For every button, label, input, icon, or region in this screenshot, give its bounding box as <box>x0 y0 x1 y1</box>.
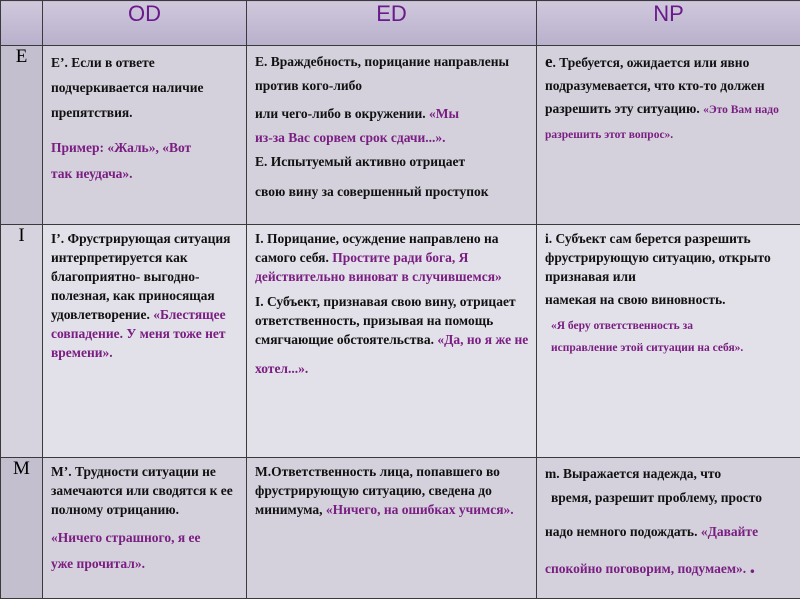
row-label-i: I <box>1 225 43 458</box>
cell-example: хотел...». <box>255 361 309 376</box>
cell-text: M.Ответственность лица, попавшего во фрустрирующую ситуацию, сведена до минимума, <box>255 464 500 517</box>
cell-i-np <box>537 225 800 458</box>
cell-text: M’. Трудности ситуации не замечаются или сводятся к ее полному отрицанию. <box>51 464 233 517</box>
cell-m-od <box>43 458 247 599</box>
cell-e-np <box>537 46 800 225</box>
corner-cell <box>1 1 43 46</box>
cell-text: E’. Если в ответе подчеркивается наличие препятствия. <box>51 55 204 120</box>
cell-text: I. Порицание, осуждение направлено на самого себя. <box>255 231 499 265</box>
cell-text: I’. Фрустрирующая ситуация интерпретируется как благоприятно- выгодно- полезная, как приносящая удовлетворение. <box>51 231 231 322</box>
cell-text: намекая на свою виновность. <box>545 292 726 307</box>
cell-example: «Ничего, на ошибках учимся». <box>325 502 514 517</box>
cell-text: время, разрешит проблему, просто <box>551 490 762 505</box>
row-label-m: M <box>1 458 43 599</box>
header-od: OD <box>43 1 247 46</box>
cell-text: Е. Враждебность, порицание направлены против кого-либо <box>255 54 510 93</box>
cell-example: исправление этой ситуации на себя». <box>551 342 744 354</box>
cell-example: Простите ради бога, Я действительно виноват в случившемся» <box>255 250 502 284</box>
cell-text: m. Выражается надежда, что <box>545 466 722 481</box>
cell-example: «Я беру ответственность за <box>551 320 694 332</box>
cell-text: надо немного подождать. <box>545 524 701 539</box>
cell-lead-letter: е <box>545 52 553 71</box>
cell-example: «Ничего страшного, я ее <box>51 530 201 545</box>
table-row-e <box>1 46 800 225</box>
cell-example: «Давайте <box>700 524 759 539</box>
cell-example: «Мы <box>428 106 460 121</box>
cell-example: так неудача». <box>51 166 133 181</box>
header-ed: ED <box>247 1 537 46</box>
cell-example: «Да, но я же не <box>437 332 529 347</box>
cell-text: свою вину за совершенный проступок <box>255 184 489 199</box>
cell-e-ed <box>247 46 537 225</box>
cell-i-ed <box>247 225 537 458</box>
cell-text: . Требуется, ожидается или явно подразумевается, что кто-то должен разрешить эту ситуацию. <box>545 55 765 116</box>
cell-text: E. Испытуемый активно отрицает <box>255 154 466 169</box>
table-row-m <box>1 458 800 599</box>
cell-example: спокойно поговорим, подумаем». <box>545 561 747 576</box>
table-row-i <box>1 225 800 458</box>
header-np: NP <box>537 1 800 46</box>
cell-i-od <box>43 225 247 458</box>
cell-example: Пример: «Жаль», «Вот <box>51 140 192 155</box>
row-label-e: E <box>1 46 43 225</box>
cell-m-np <box>537 458 800 599</box>
cell-example: «Это Вам надо разрешить этот вопрос». <box>545 104 779 141</box>
header-row <box>1 1 800 46</box>
cell-text: или чего-либо в окружении. <box>255 106 429 121</box>
cell-example: уже прочитал». <box>51 556 145 571</box>
trailing-dot: . <box>749 553 756 578</box>
cell-text: i. Субъект сам берется разрешить фрустрирующую ситуацию, открыто признавая или <box>545 231 771 284</box>
cell-m-ed <box>247 458 537 599</box>
cell-example: из-за Вас сорвем срок сдачи...». <box>255 130 446 145</box>
cell-example: «Блестящее совпадение. У меня тоже нет времени». <box>51 307 226 360</box>
cell-e-od <box>43 46 247 225</box>
cell-text: I. Субъект, признавая свою вину, отрицает ответственность, призывая на помощь смягчающие обстоятельства. <box>255 294 516 347</box>
